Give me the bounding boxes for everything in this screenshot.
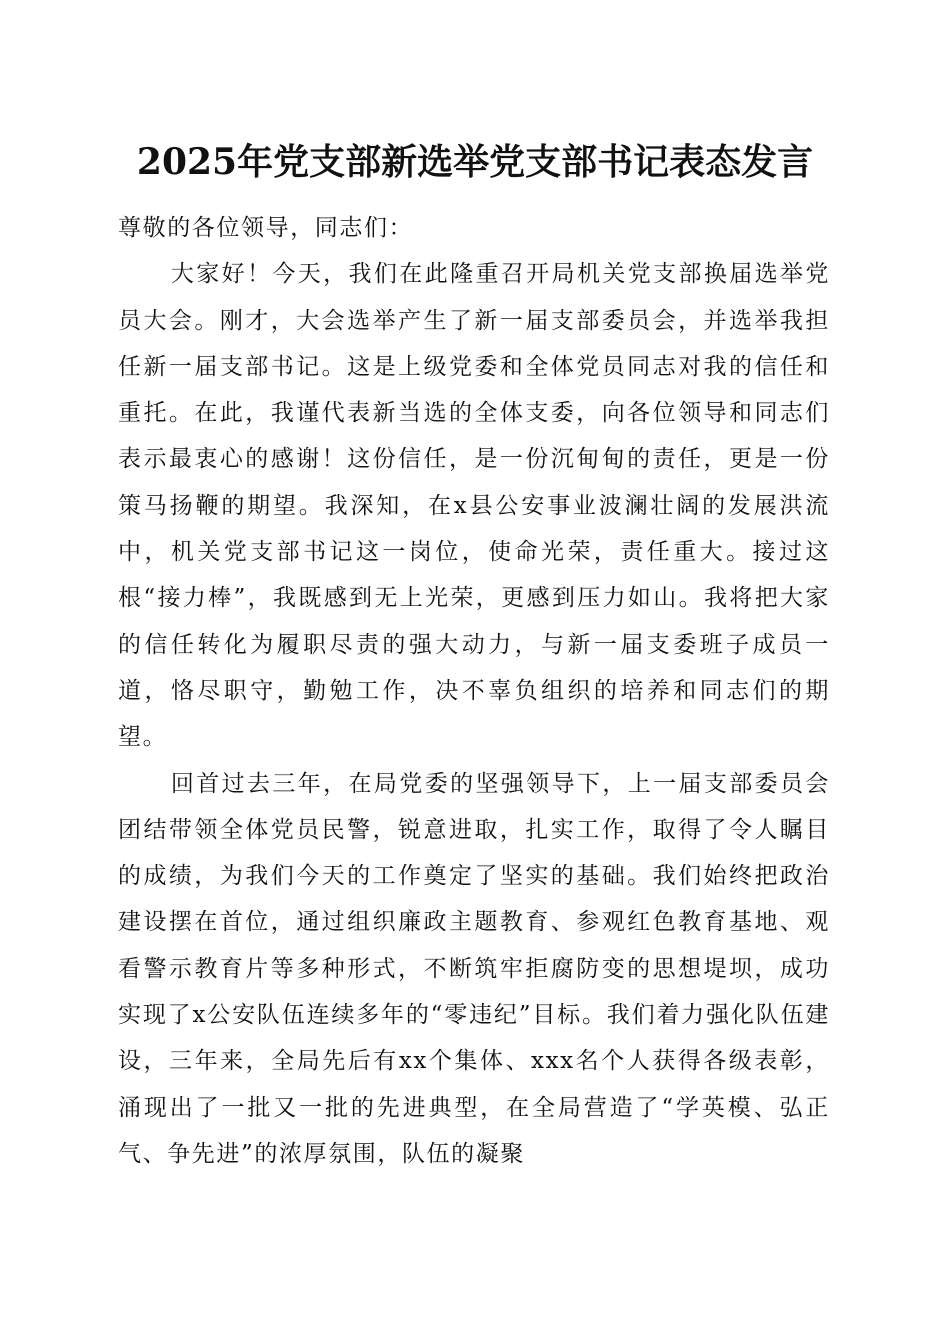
salutation: 尊敬的各位领导，同志们：: [118, 215, 414, 241]
paragraph: 大家好！今天，我们在此隆重召开局机关党支部换届选举党员大会。刚才，大会选举产生了新一届支部委员会，并选举我担任新一届支部书记。这是上级党委和全体党员同志对我的信任和重托。在此，我谨代表新当选的全体支委，向各位领导和同志们表示最衷心的感谢！这份信任，是一份沉甸甸的责任，更是一份策马扬鞭的期望。我深知，在x县公安事业波澜壮阔的发展洪流中，机关党支部书记这一岗位，使命光荣，责任重大。接过这根“接力棒”，我既感到无上光荣，更感到压力如山。我将把大家的信任转化为履职尽责的强大动力，与新一届支委班子成员一道，恪尽职守，勤勉工作，决不辜负组织的培养和同志们的期望。: [118, 261, 830, 751]
document-title: 2025年党支部新选举党支部书记表态发言: [136, 141, 814, 183]
paragraph: 回首过去三年，在局党委的坚强领导下，上一届支部委员会团结带领全体党员民警，锐意进取，扎实工作，取得了令人瞩目的成绩，为我们今天的工作奠定了坚实的基础。我们始终把政治建设摆在首位，通过组织廉政主题教育、参观红色教育基地、观看警示教育片等多种形式，不断筑牢拒腐防变的思想堤坝，成功实现了x公安队伍连续多年的“零违纪”目标。我们着力强化队伍建设，三年来，全局先后有xx个集体、xxx名个人获得各级表彰，涌现出了一批又一批的先进典型，在全局营造了“学英模、弘正气、争先进”的浓厚氛围，队伍的凝聚: [118, 770, 830, 1167]
document-body: [118, 205, 830, 1177]
